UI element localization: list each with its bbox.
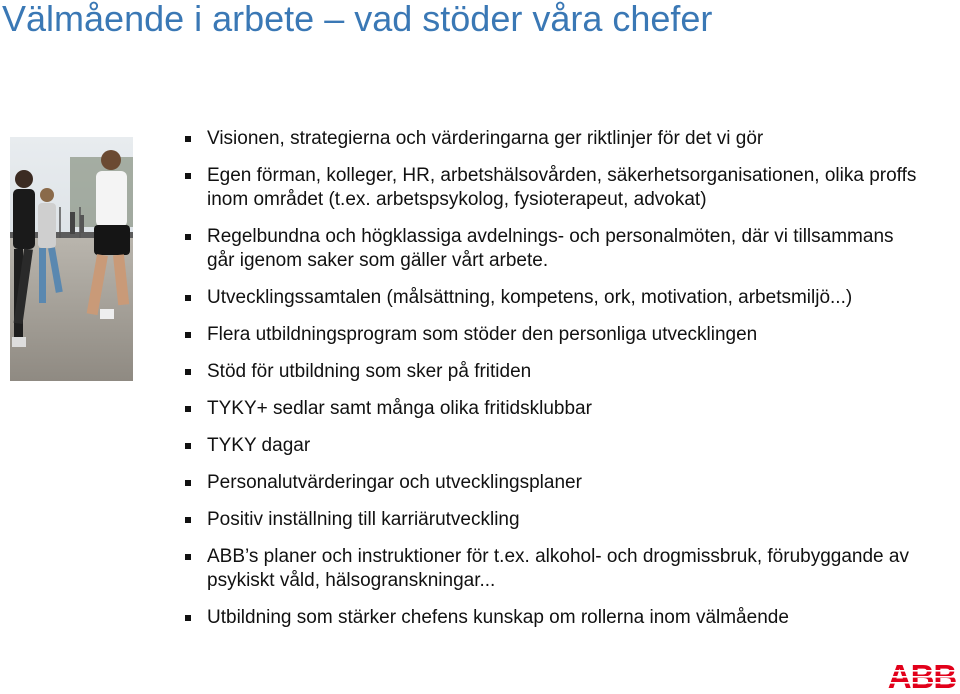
square-bullet-icon (185, 332, 191, 338)
list-item: Egen förman, kolleger, HR, arbetshälsovården, säkerhetsorganisationen, olika proffs inom området (t.ex. arbetspsykolog, fysioterapeut, advokat) (184, 164, 924, 212)
list-item: TYKY dagar (184, 434, 924, 458)
slide-title: Välmående i arbete – vad stöder våra chefer (2, 0, 713, 39)
square-bullet-icon (185, 615, 191, 621)
list-item: TYKY+ sedlar samt många olika fritidsklubbar (184, 397, 924, 421)
square-bullet-icon (185, 554, 191, 560)
square-bullet-icon (185, 406, 191, 412)
square-bullet-icon (185, 295, 191, 301)
list-item: Personalutvärderingar och utvecklingsplaner (184, 471, 924, 495)
square-bullet-icon (185, 517, 191, 523)
list-item: Flera utbildningsprogram som stöder den personliga utvecklingen (184, 323, 924, 347)
square-bullet-icon (185, 480, 191, 486)
square-bullet-icon (185, 136, 191, 142)
bullet-list (184, 127, 924, 643)
list-item: Regelbundna och högklassiga avdelnings- och personalmöten, där vi tillsammans går igenom saker som gäller vårt arbete. (184, 225, 924, 273)
square-bullet-icon (185, 369, 191, 375)
square-bullet-icon (185, 443, 191, 449)
list-item: Stöd för utbildning som sker på fritiden (184, 360, 924, 384)
list-item: Positiv inställning till karriärutveckling (184, 508, 924, 532)
list-item: ABB’s planer och instruktioner för t.ex. alkohol- och drogmissbruk, förubyggande av psykiskt våld, hälsogranskningar... (184, 545, 924, 593)
square-bullet-icon (185, 234, 191, 240)
list-item: Utvecklingssamtalen (målsättning, kompetens, ork, motivation, arbetsmiljö...) (184, 286, 924, 310)
square-bullet-icon (185, 173, 191, 179)
list-item: Visionen, strategierna och värderingarna ger riktlinjer för det vi gör (184, 127, 924, 151)
abb-logo (886, 660, 958, 692)
list-item: Utbildning som stärker chefens kunskap om rollerna inom välmående (184, 606, 924, 630)
runners-photo (10, 137, 133, 381)
